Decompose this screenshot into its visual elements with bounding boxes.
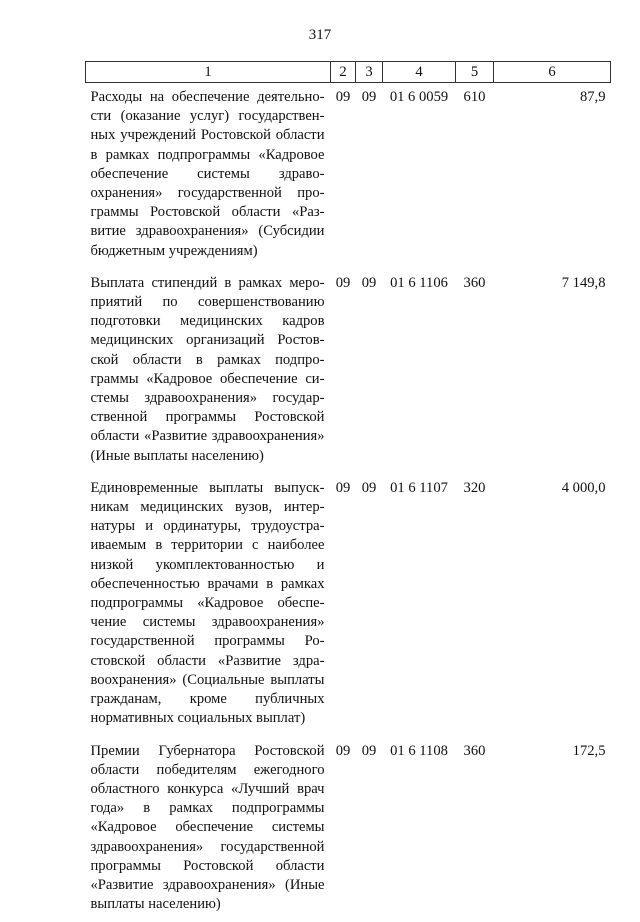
row-amount: 172,5 <box>494 737 611 922</box>
table-row <box>86 269 611 474</box>
row-target-article: 01 6 0059 <box>383 83 456 269</box>
row-description: Премии Губернатора Ростовской области победителям ежегодного областного конкурса «Лучший врач года» в рамках подпрограммы «Кадровое обеспечение системы здравоохранения» государственной программы Ростовской области «Развитие здравоохранения» (Иные выплаты населению) <box>86 737 331 922</box>
table-row <box>86 474 611 737</box>
table-row <box>86 83 611 269</box>
row-description: Расходы на обеспечение деятельности (оказание услуг) государственных учреждений Ростовской области в рамках подпрограммы «Кадровое обеспечение системы здравоохранения» государственной программы Ростовской области «Развитие здравоохранения» (Субсидии бюджетным учреждениям) <box>86 83 331 269</box>
row-target-article: 01 6 1106 <box>383 269 456 474</box>
row-description: Единовременные выплаты выпускникам медицинских вузов, интернатуры и ординатуры, трудоустраиваемым в территории с наиболее низкой укомплектованностью и обеспеченностью врачами в рамках подпрограммы «Кадровое обеспечение системы здравоохранения» государственной программы Ростовской области «Развитие здравоохранения» (Социальные выплаты гражданам, кроме публичных нормативных социальных выплат) <box>86 474 331 737</box>
header-col-1: 1 <box>86 62 331 83</box>
row-expense-type: 360 <box>456 737 494 922</box>
row-section: 09 <box>331 737 356 922</box>
row-subsection: 09 <box>356 737 383 922</box>
header-col-6: 6 <box>494 62 611 83</box>
row-section: 09 <box>331 269 356 474</box>
row-amount: 7 149,8 <box>494 269 611 474</box>
table-body <box>86 83 611 922</box>
row-target-article: 01 6 1108 <box>383 737 456 922</box>
row-expense-type: 610 <box>456 83 494 269</box>
table-header <box>86 62 611 83</box>
row-amount: 4 000,0 <box>494 474 611 737</box>
header-col-5: 5 <box>456 62 494 83</box>
header-col-3: 3 <box>356 62 383 83</box>
header-col-4: 4 <box>383 62 456 83</box>
row-section: 09 <box>331 474 356 737</box>
row-subsection: 09 <box>356 269 383 474</box>
header-col-2: 2 <box>331 62 356 83</box>
row-section: 09 <box>331 83 356 269</box>
row-subsection: 09 <box>356 83 383 269</box>
row-expense-type: 320 <box>456 474 494 737</box>
row-subsection: 09 <box>356 474 383 737</box>
row-description: Выплата стипендий в рамках мероприятий по совершенствованию подготовки медицинских кадров медицинских организаций Ростовской области в рамках подпрограммы «Кадровое обеспечение системы здравоохранения» государственной программы Ростовской области «Развитие здравоохранения» (Иные выплаты населению) <box>86 269 331 474</box>
budget-table <box>85 61 611 922</box>
row-expense-type: 360 <box>456 269 494 474</box>
page-number: 317 <box>0 26 640 44</box>
header-row <box>86 62 611 83</box>
row-amount: 87,9 <box>494 83 611 269</box>
table-row <box>86 737 611 922</box>
row-target-article: 01 6 1107 <box>383 474 456 737</box>
